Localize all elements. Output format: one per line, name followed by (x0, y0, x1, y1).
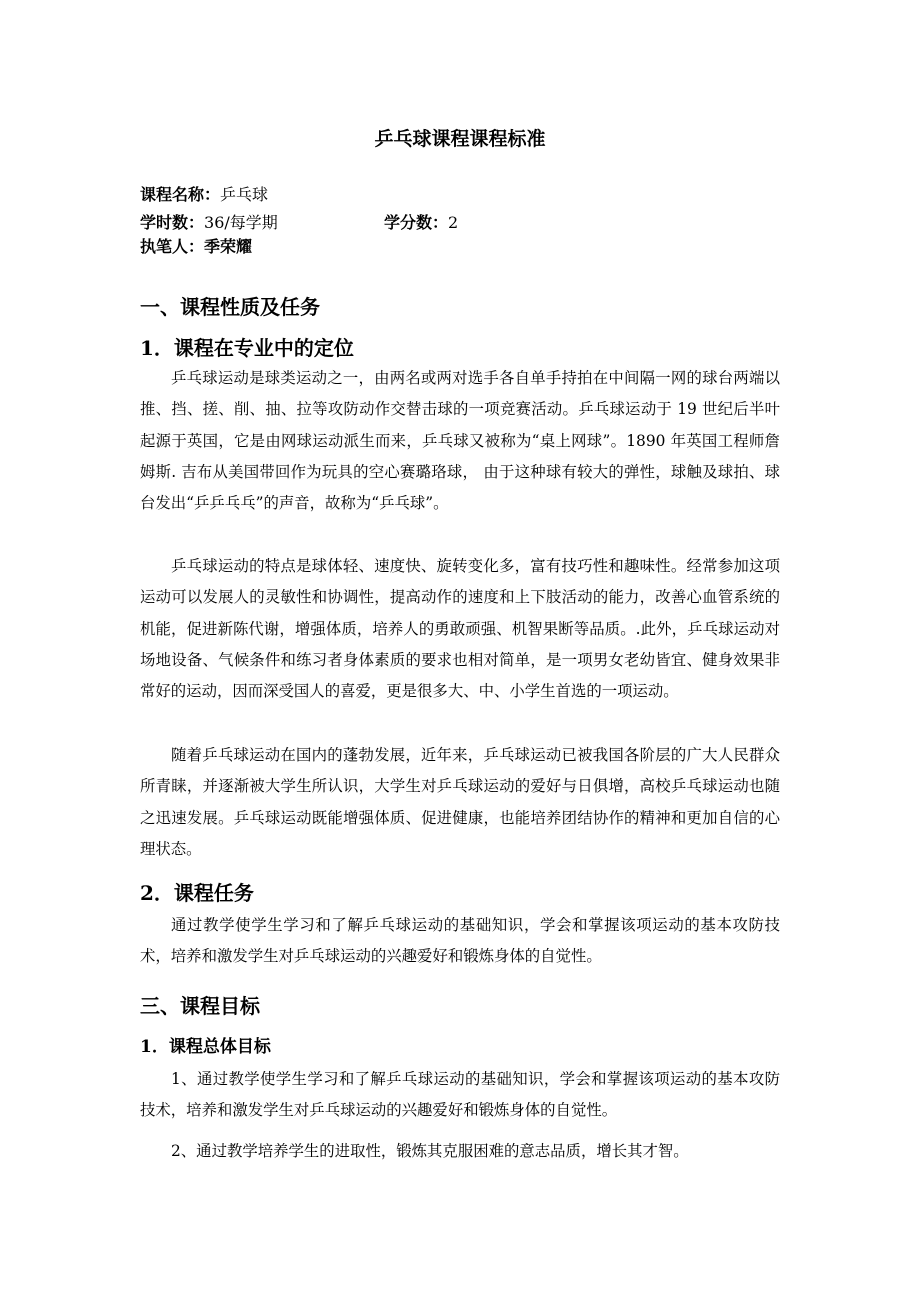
hours-label: 学时数： (140, 213, 205, 232)
paragraph-tasks: 通过教学使学生学习和了解乒乓球运动的基础知识，学会和掌握该项运动的基本攻防技术，培养和激发学生对乒乓球运动的兴趣爱好和锻炼身体的自觉性。 (140, 916, 780, 966)
credit-value: 2 (448, 213, 459, 232)
subsection-heading-positioning: 1．课程在专业中的定位 (140, 336, 354, 360)
paragraph-goal-1: 1、通过教学使学生学习和了解乒乓球运动的基础知识，学会和掌握该项运动的基本攻防技术，培养和激发学生对乒乓球运动的兴趣爱好和锻炼身体的自觉性。 (140, 1070, 780, 1120)
credit-row (384, 212, 458, 234)
document-title: 乒乓球课程课程标准 (374, 128, 546, 150)
paragraph-goal-2: 2、通过教学培养学生的进取性，锻炼其克服困难的意志品质，增长其才智。 (171, 1142, 689, 1160)
subsection-heading-goals: 1．课程总体目标 (140, 1037, 271, 1057)
section-heading-1: 一、课程性质及任务 (140, 295, 320, 319)
credit-label: 学分数： (384, 213, 449, 232)
section-heading-3: 三、课程目标 (140, 994, 260, 1018)
paragraph-positioning-3: 随着乒乓球运动在国内的蓬勃发展，近年来，乒乓球运动已被我国各阶层的广大人民群众所青睐，并逐渐被大学生所认识，大学生对乒乓球运动的爱好与日俱增，高校乒乓球运动也随之迅速发展。乒乓球运动既能增强体质、促进健康，也能培养团结协作的精神和更加自信的心理状态。 (140, 746, 780, 858)
author-label: 执笔人： (140, 237, 205, 256)
subsection-heading-tasks: 2．课程任务 (140, 881, 254, 905)
paragraph-positioning-2: 乒乓球运动的特点是球体轻、速度快、旋转变化多，富有技巧性和趣味性。经常参加这项运动可以发展人的灵敏性和协调性，提高动作的速度和上下肢活动的能力，改善心血管系统的机能，促进新陈代谢，增强体质，培养人的勇敢顽强、机智果断等品质。.此外，乒乓球运动对场地设备、气候条件和练习者身体素质的要求也相对简单，是一项男女老幼皆宜、健身效果非常好的运动，因而深受国人的喜爱，更是很多大、中、小学生首选的一项运动。 (140, 557, 780, 701)
hours-value: 36/每学期 (204, 213, 278, 232)
course-name-value: 乒乓球 (220, 185, 269, 204)
author-value: 季荣耀 (204, 237, 253, 256)
course-name-label: 课程名称： (140, 185, 221, 204)
course-name-row (140, 184, 268, 206)
hours-row (140, 212, 278, 234)
paragraph-positioning-1: 乒乓球运动是球类运动之一，由两名或两对选手各自单手持拍在中间隔一网的球台两端以推、挡、搓、削、抽、拉等攻防动作交替击球的一项竞赛活动。乒乓球运动于 19 世纪后半叶起源于英国，它是由网球运动派生而来，乒乓球又被称为“桌上网球”。1890 年英国工程师詹姆斯. 吉布从美国带回作为玩具的空心赛璐珞球， 由于这种球有较大的弹性，球触及球拍、球台发出“乒乒乓乓”的声音，故称为“乒乓球”。 (140, 369, 780, 513)
author-row (140, 236, 252, 258)
